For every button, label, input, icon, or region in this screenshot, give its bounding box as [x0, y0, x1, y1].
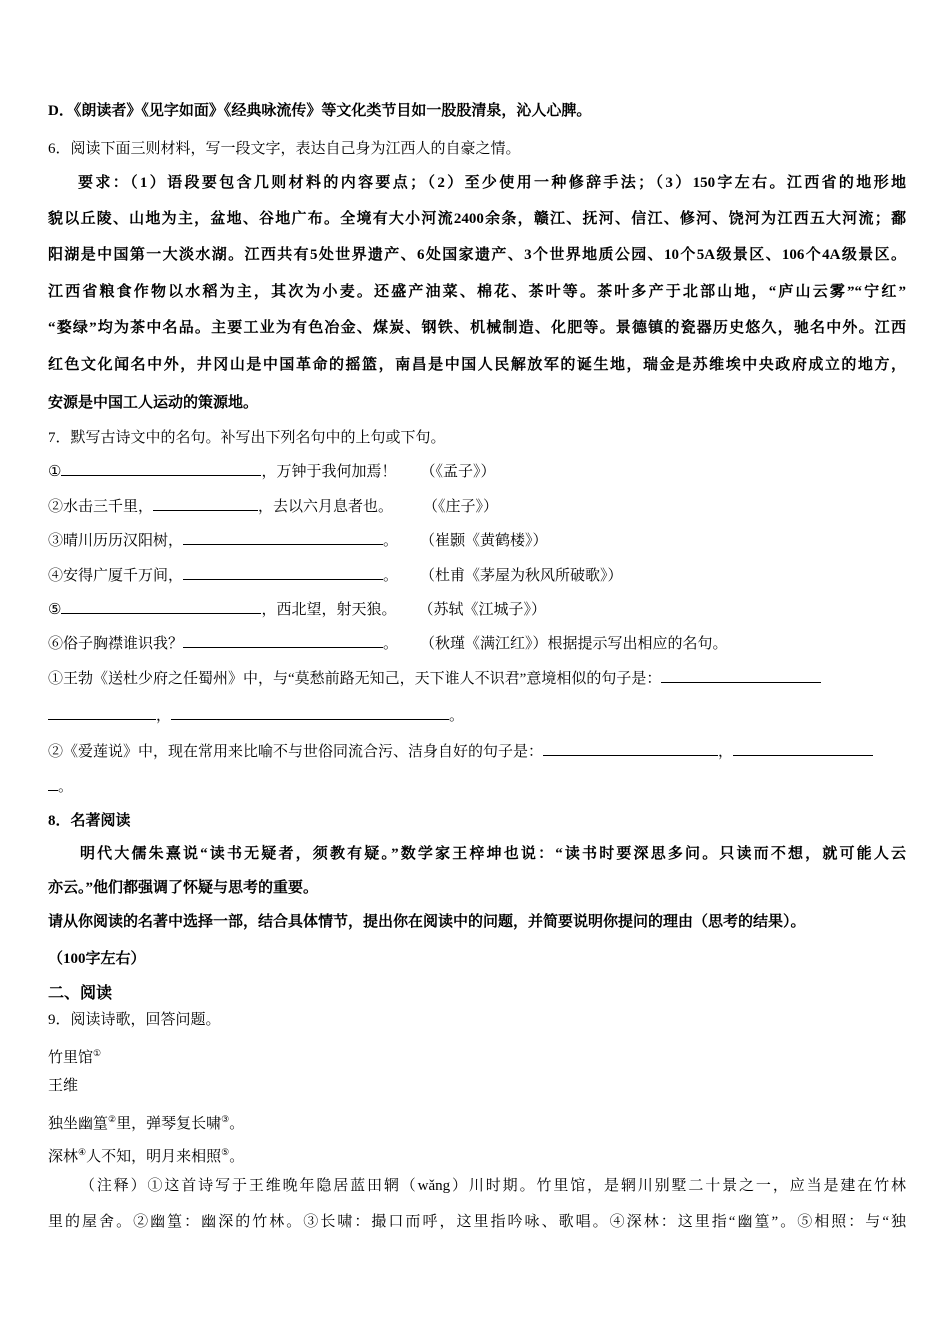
answer-blank[interactable]	[733, 741, 873, 756]
q7-sub2	[48, 741, 873, 762]
poem-title	[48, 1043, 101, 1068]
item-prefix: ⑥俗子胸襟谁识我？	[48, 636, 184, 652]
poem-notes-line: （注释）①这首诗写于王维晚年隐居蓝田辋（wǎng）川时期。竹里馆，是辋川别墅二十景之一，应当是建在竹林	[80, 1178, 906, 1194]
poem-notes-line: 里的屋舍。②幽篁：幽深的竹林。③长啸：撮口而呼，这里指吟咏、歌唱。④深林：这里指“幽篁”。⑤相照：与“独	[48, 1214, 906, 1230]
text: 人不知，明月来相照	[86, 1149, 222, 1165]
q7-item-2	[48, 496, 498, 517]
item-prefix: ⑤	[48, 602, 62, 618]
item-suffix: ，万钟于我何加焉！	[261, 464, 397, 480]
answer-blank[interactable]	[661, 668, 821, 683]
item-source: （《庄子》）	[423, 499, 499, 515]
q6-line: 安源是中国工人运动的策源地。	[48, 395, 259, 411]
item-source: （杜甫《茅屋为秋风所破歌》）	[420, 568, 623, 584]
item-source: （秋瑾《满江红》）根据提示写出相应的名句。	[420, 636, 728, 652]
item-suffix: 。	[383, 568, 399, 584]
item-suffix: ，去以六月息者也。	[258, 499, 394, 515]
item-suffix: 。	[383, 533, 399, 549]
text: 深林	[48, 1149, 79, 1165]
q6-line: 要求：（1）语段要包含几则材料的内容要点；（2）至少使用一种修辞手法；（3）150字左右。江西省的地形地	[78, 175, 906, 191]
answer-blank[interactable]	[61, 599, 261, 614]
q5-option-d: D．《朗读者》《见字如面》《经典咏流传》等文化类节目如一股股清泉，沁人心脾。	[48, 103, 592, 119]
period: 。	[58, 779, 74, 795]
poem-line-1	[48, 1109, 244, 1134]
q7-sub2-cont	[48, 776, 73, 797]
q7-item-5	[48, 599, 546, 620]
note-marker: ⑤	[221, 1147, 230, 1157]
q8-prompt: 请从你阅读的名著中选择一部，结合具体情节，提出你在阅读中的问题，并简要说明你提问的理由（思考的结果）。	[48, 914, 806, 930]
text: 里，弹琴复长啸	[116, 1116, 222, 1132]
q7-sub1	[48, 668, 821, 689]
q7-item-4	[48, 565, 623, 586]
q7-title: 7．默写古诗文中的名句。补写出下列名句中的上句或下句。	[48, 430, 446, 446]
item-prefix: ②水击三千里，	[48, 499, 154, 515]
sub-question: ②《爱莲说》中，现在常用来比喻不与世俗同流合污、洁身自好的句子是：	[48, 744, 544, 760]
answer-blank[interactable]	[543, 741, 718, 756]
answer-blank[interactable]	[183, 530, 383, 545]
answer-blank[interactable]	[61, 461, 261, 476]
text: 。	[229, 1116, 245, 1132]
q8-limit: （100字左右）	[48, 951, 146, 967]
item-prefix: ④安得广厦千万间，	[48, 568, 184, 584]
answer-blank[interactable]	[48, 776, 58, 791]
poem-line-2	[48, 1142, 244, 1167]
separator: ，	[156, 708, 172, 724]
note-marker: ②	[108, 1114, 117, 1124]
q6-line: “婺绿”均为茶中名品。主要工业为有色冶金、煤炭、钢铁、机械制造、化肥等。景德镇的瓷器历史悠久，驰名中外。江西	[48, 320, 906, 336]
answer-blank[interactable]	[171, 705, 449, 720]
answer-blank[interactable]	[153, 496, 258, 511]
item-prefix: ①	[48, 464, 62, 480]
answer-blank[interactable]	[48, 705, 156, 720]
item-suffix: 。	[383, 636, 399, 652]
period: 。	[449, 708, 465, 724]
text: 独坐幽篁	[48, 1116, 109, 1132]
note-marker: ④	[78, 1147, 87, 1157]
poem-title-text: 竹里馆	[48, 1050, 94, 1066]
item-prefix: ③晴川历历汉阳树，	[48, 533, 184, 549]
item-source: （《孟子》）	[420, 464, 496, 480]
item-suffix: ，西北望，射天狼。	[261, 602, 397, 618]
item-source: （崔颢《黄鹤楼》）	[420, 533, 548, 549]
q7-item-1	[48, 461, 495, 482]
section-2-title: 二、阅读	[48, 985, 113, 1002]
note-marker: ①	[93, 1048, 102, 1058]
q6-line: 貌以丘陵、山地为主，盆地、谷地广布。全境有大小河流2400余条，赣江、抚河、信江、修河、饶河为江西五大河流；鄱	[48, 211, 906, 227]
answer-blank[interactable]	[183, 633, 383, 648]
q6-line: 红色文化闻名中外，井冈山是中国革命的摇篮，南昌是中国人民解放军的诞生地，瑞金是苏维埃中央政府成立的地方，	[48, 357, 906, 373]
q6-line: 江西省粮食作物以水稻为主，其次为小麦。还盛产油菜、棉花、茶叶等。茶叶多产于北部山地，“庐山云雾”“宁红”	[48, 284, 906, 300]
q8-title: 8．名著阅读	[48, 813, 131, 829]
note-marker: ③	[221, 1114, 230, 1124]
q9-title: 9．阅读诗歌，回答问题。	[48, 1012, 221, 1028]
separator: ，	[718, 744, 734, 760]
q6-line: 阳湖是中国第一大淡水湖。江西共有5处世界遗产、6处国家遗产、3个世界地质公园、10个5A级景区、106个4A级景区。	[48, 247, 906, 263]
q7-sub1-cont	[48, 705, 464, 726]
text: 。	[229, 1149, 245, 1165]
q8-line: 亦云。”他们都强调了怀疑与思考的重要。	[48, 880, 319, 896]
q7-item-3	[48, 530, 548, 551]
q8-line: 明代大儒朱熹说“读书无疑者，须教有疑。”数学家王梓坤也说：“读书时要深思多问。只读而不想，就可能人云	[80, 846, 906, 862]
answer-blank[interactable]	[183, 565, 383, 580]
sub-question: ①王勃《送杜少府之任蜀州》中，与“莫愁前路无知己，天下谁人不识君”意境相似的句子是：	[48, 671, 662, 687]
item-source: （苏轼《江城子》）	[418, 602, 546, 618]
q7-item-6	[48, 633, 728, 654]
q6-title: 6．阅读下面三则材料，写一段文字，表达自己身为江西人的自豪之情。	[48, 141, 521, 157]
poem-author: 王维	[48, 1078, 79, 1094]
